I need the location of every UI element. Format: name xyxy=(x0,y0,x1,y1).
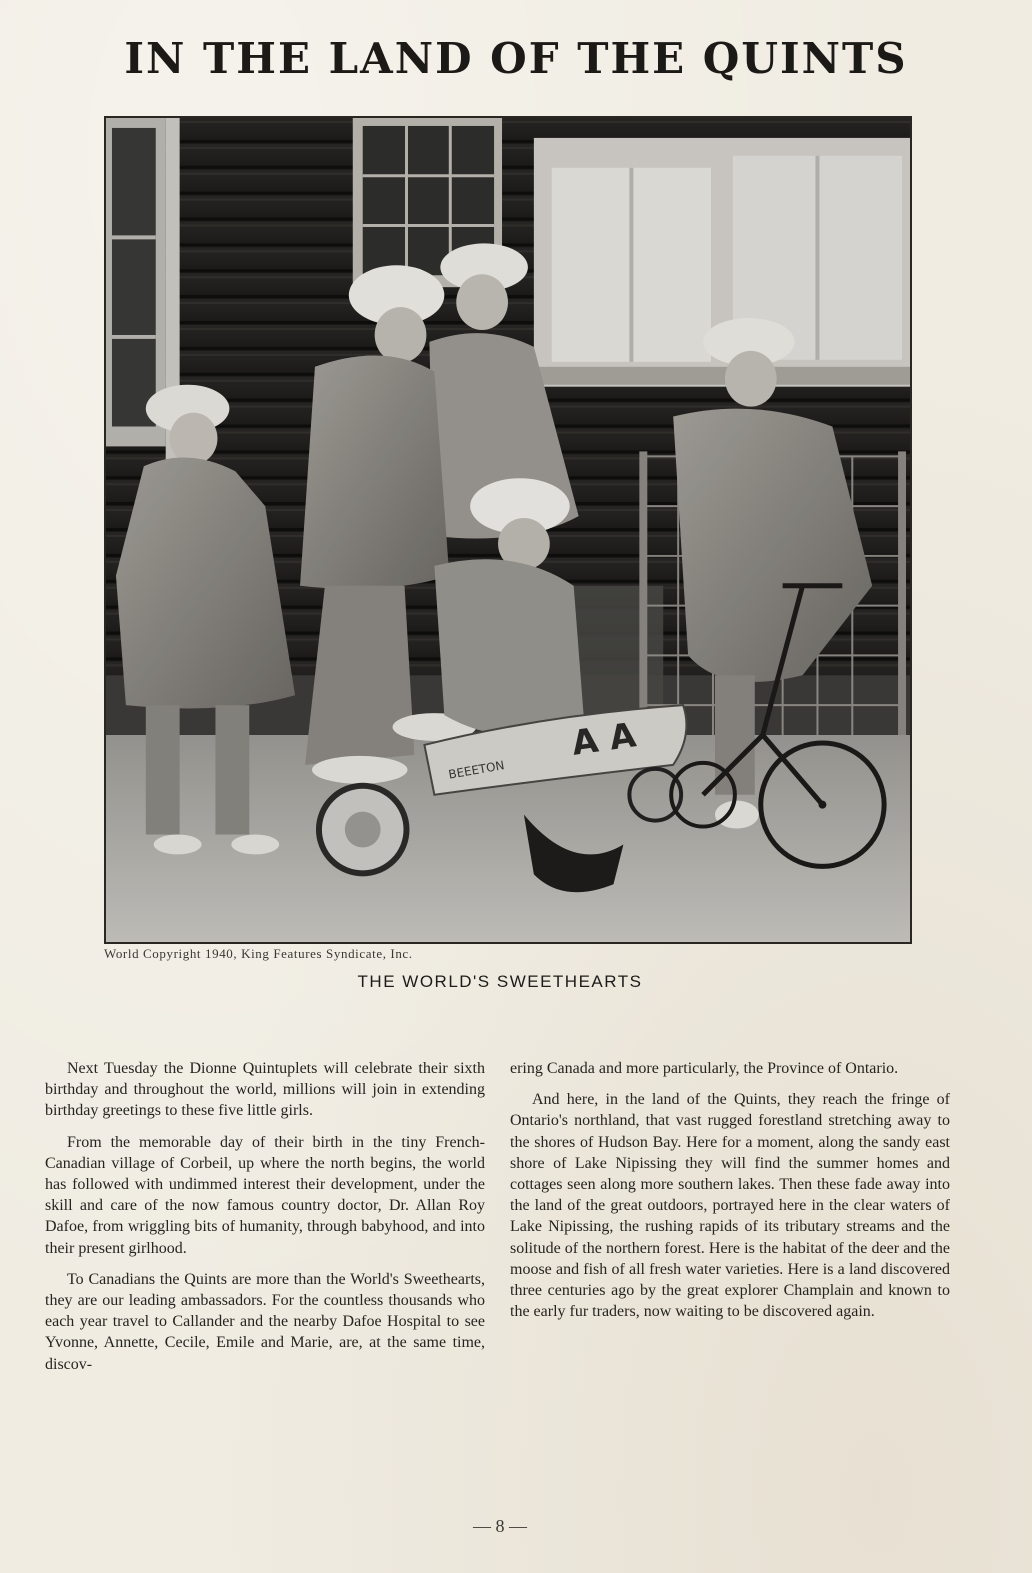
page-number: — 8 — xyxy=(473,1516,527,1536)
article-column-left xyxy=(45,1058,485,1385)
paragraph: Next Tuesday the Dionne Quintuplets will celebrate their sixth birthday and throughout the world, millions will join in extending birthday greetings to these five little girls. xyxy=(45,1060,485,1120)
photo-caption: THE WORLD'S SWEETHEARTS xyxy=(357,972,643,991)
article-column-right xyxy=(510,1058,950,1332)
article-body xyxy=(45,1058,950,1458)
paragraph: And here, in the land of the Quints, they reach the fringe of Ontario's northland, that vast rugged forestland stretching away to the shores of Hudson Bay. Here for a moment, along the sandy east shore of Lake Nipissing they will find the summer homes and cottages seen along more southern lakes. Then these fade away into the land of the great outdoors, portrayed here in the clear waters of Lake Nipissing, the rushing rapids of its tributary streams and the solitude of the northern forest. Here is the habitat of the deer and the moose and fish of all fresh water varieties. Here is a land discovered three centuries ago by the great explorer Champlain and known to the early fur traders, now waiting to be discovered again. xyxy=(510,1091,950,1321)
tricycle-letters: A A xyxy=(569,715,639,763)
paragraph: To Canadians the Quints are more than the World's Sweethearts, they are our leading ambassadors. For the countless thousands who each year travel to Callander and the nearby Dafoe Hospital to see Yvonne, Annette, Cecile, Emile and Marie, are, at the same time, discov- xyxy=(45,1270,485,1373)
photo-quintuplets xyxy=(104,116,912,944)
page-title: IN THE LAND OF THE QUINTS xyxy=(124,34,908,83)
photo-credit: World Copyright 1940, King Features Syndicate, Inc. xyxy=(104,946,413,961)
paragraph: ering Canada and more particularly, the Province of Ontario. xyxy=(510,1060,899,1077)
photo-quintuplets-icon xyxy=(106,118,910,942)
paragraph: From the memorable day of their birth in the tiny French-Canadian village of Corbeil, up where the north begins, the world has followed with undimmed interest their development, under the skill and care of the now famous country doctor, Dr. Allan Roy Dafoe, from wriggling bits of humanity, through babyhood, and into their present girlhood. xyxy=(45,1133,485,1257)
tricycle-name: BEEETON xyxy=(447,758,506,782)
